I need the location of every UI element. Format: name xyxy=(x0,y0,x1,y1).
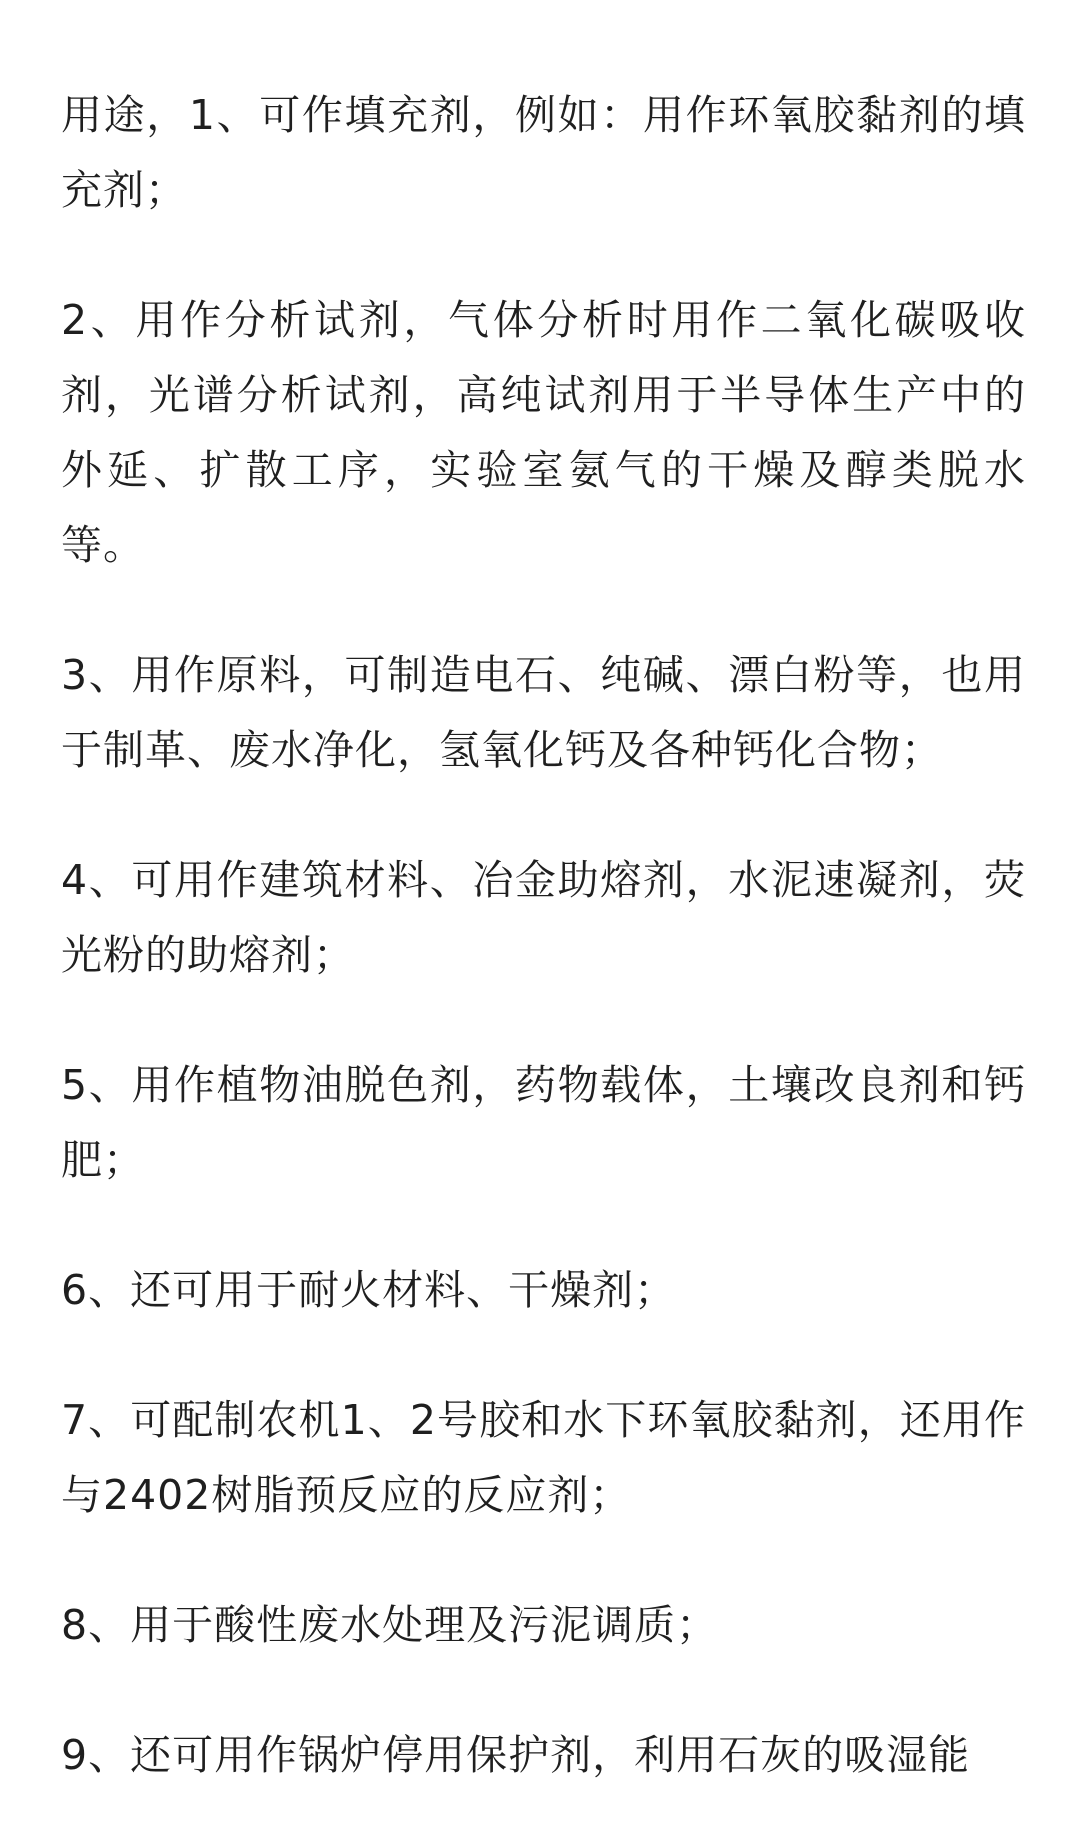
paragraph-adhesive: 7、可配制农机1、2号胶和水下环氧胶黏剂，还用作与2402树脂预反应的反应剂； xyxy=(61,1396,1026,1519)
paragraph-analytical-reagent: 2、用作分析试剂，气体分析时用作二氧化碳吸收剂，光谱分析试剂，高纯试剂用于半导体生产中的外延、扩散工序，实验室氨气的干燥及醇类脱水等。 xyxy=(61,296,1026,569)
paragraph-building-material: 4、可用作建筑材料、冶金助熔剂，水泥速凝剂，荧光粉的助熔剂； xyxy=(61,856,1026,979)
paragraph-boiler-protectant: 9、还可用作锅炉停用保护剂，利用石灰的吸湿能 xyxy=(61,1731,971,1779)
paragraph-refractory: 6、还可用于耐火材料、干燥剂； xyxy=(61,1266,677,1314)
paragraph-wastewater: 8、用于酸性废水处理及污泥调质； xyxy=(61,1601,719,1649)
paragraph-raw-material: 3、用作原料，可制造电石、纯碱、漂白粉等，也用于制革、废水净化，氢氧化钙及各种钙化合物； xyxy=(61,651,1026,774)
paragraph-decolorizer: 5、用作植物油脱色剂，药物载体，土壤改良剂和钙肥； xyxy=(61,1061,1026,1184)
paragraph-uses-filler: 用途，1、可作填充剂，例如：用作环氧胶黏剂的填充剂； xyxy=(61,91,1026,214)
article-body xyxy=(61,78,1026,1848)
